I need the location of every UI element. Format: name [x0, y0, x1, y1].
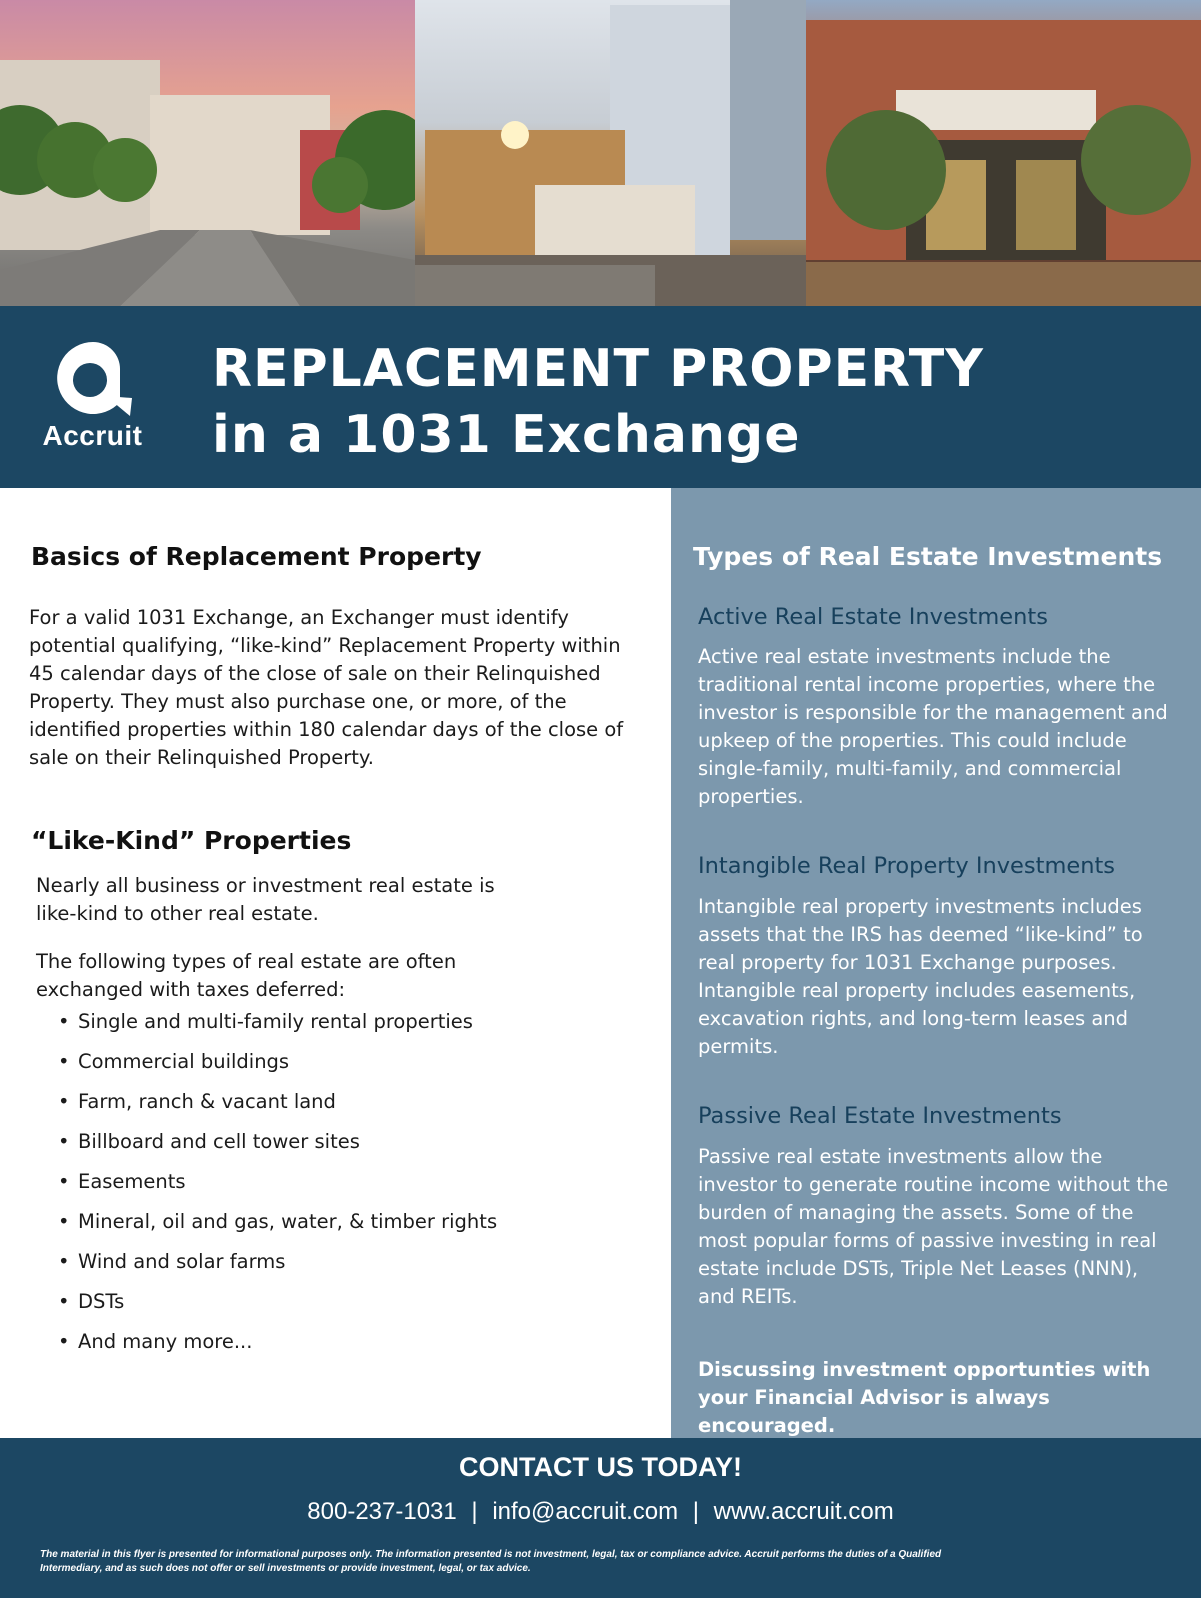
logo-wordmark: Accruit: [42, 420, 143, 451]
list-item: • Billboard and cell tower sites: [58, 1128, 518, 1156]
passive-investments-heading: Passive Real Estate Investments: [698, 1103, 1062, 1129]
like-kind-paragraph-1: Nearly all business or investment real estate is like-kind to other real estate.: [36, 874, 495, 925]
list-item: • And many more...: [58, 1328, 518, 1356]
like-kind-heading: “Like-Kind” Properties: [31, 826, 352, 855]
basics-paragraph: For a valid 1031 Exchange, an Exchanger must identify potential qualifying, “like-kind” Replacement Property within 45 calendar days of the close of sale on their Relinquished Property. They must also purchase one, or more, of the identified properties within 180 calendar days of the close of sale on their Relinquished Property.: [29, 606, 624, 769]
contact-info: [0, 1498, 1201, 1526]
types-heading: Types of Real Estate Investments: [693, 542, 1163, 571]
retail-street-photo: [0, 0, 415, 306]
intangible-investments-heading: Intangible Real Property Investments: [698, 853, 1116, 879]
active-investments-text: Active real estate investments include the traditional rental income properties, where the investor is responsible for the management and upkeep of the properties. This could include single-family, multi-family, and commercial properties.: [698, 645, 1168, 808]
contact-heading: CONTACT US TODAY!: [458, 1452, 742, 1482]
active-investments-heading: Active Real Estate Investments: [698, 604, 1048, 630]
page-title: [212, 336, 984, 468]
list-item: • Easements: [58, 1168, 518, 1196]
list-item: • Single and multi-family rental properties: [58, 1008, 518, 1036]
list-item: • Wind and solar farms: [58, 1248, 518, 1276]
accruit-logo-icon: [48, 336, 138, 418]
header-photo-strip: [0, 0, 1201, 306]
list-item: • Farm, ranch & vacant land: [58, 1088, 518, 1116]
passive-investments-text: Passive real estate investments allow the investor to generate routine income without the burden of managing the assets. Some of the most popular forms of passive investing in real estate include DSTs, Triple Net Leases (NNN), and REITs.: [698, 1145, 1169, 1308]
like-kind-list: [58, 1008, 518, 1368]
separator: |: [692, 1498, 699, 1525]
contact-footer: [0, 1438, 1201, 1598]
list-item: • DSTs: [58, 1288, 518, 1316]
like-kind-paragraph-2: The following types of real estate are often exchanged with taxes deferred:: [36, 950, 457, 1001]
intangible-investments-text: Intangible real property investments includes assets that the IRS has deemed “like-kind” to real property for 1031 Exchange purposes. Intangible real property includes easements, excavation rights, and long-term leases and permits.: [698, 895, 1143, 1058]
website-link[interactable]: www.accruit.com: [713, 1498, 894, 1525]
title-line-2: in a 1031 Exchange: [212, 405, 801, 465]
modern-office-buildings-photo: [415, 0, 806, 306]
list-item: • Mineral, oil and gas, water, & timber rights: [58, 1208, 518, 1236]
title-banner: [0, 306, 1201, 488]
left-column: [0, 488, 671, 1438]
email-link[interactable]: info@accruit.com: [492, 1498, 679, 1525]
right-column: [671, 488, 1201, 1438]
title-line-1: REPLACEMENT PROPERTY: [212, 339, 984, 399]
advisor-note: Discussing investment opportunties with your Financial Advisor is always encouraged.: [698, 1358, 1151, 1437]
accruit-logo: [20, 336, 165, 456]
disclaimer-text: The material in this flyer is presented for informational purposes only. The information presented is not investment, legal, tax or compliance advice. Accruit performs the duties of a Qualified Intermediary, and as such does not offer or sell investments or provide investment, legal, or tax advice.: [40, 1549, 942, 1574]
separator: |: [471, 1498, 478, 1525]
list-item: • Commercial buildings: [58, 1048, 518, 1076]
phone-number[interactable]: 800-237-1031: [307, 1498, 457, 1525]
basics-heading: Basics of Replacement Property: [31, 542, 482, 571]
historic-storefront-photo: [806, 0, 1201, 306]
